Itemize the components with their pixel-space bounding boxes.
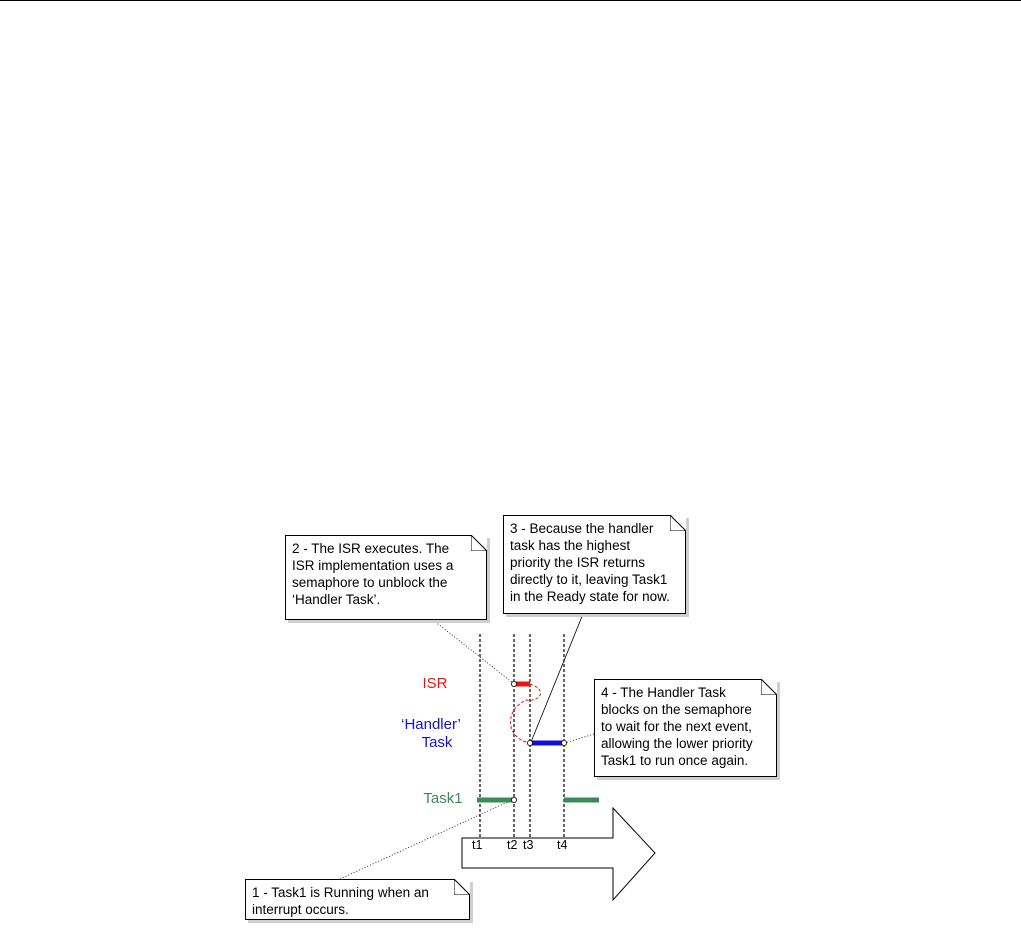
note4-line-4: allowing the lower priority [601,736,753,751]
note4-line-3: to wait for the next event, [601,719,752,734]
time-arrow [462,808,655,900]
lane-label-handler-line1: ‘Handler’ [401,716,461,733]
note3-line-3: priority the ISR returns [510,555,646,570]
transition-point-t2-isr [511,681,516,686]
note4-line-1: 4 - The Handler Task [601,685,726,700]
note-fold-icon [454,879,470,895]
note-fold-icon [670,515,686,531]
note1-line-1: 1 - Task1 is Running when an [252,885,429,900]
note2-line-2: ISR implementation uses a [292,558,454,573]
note2-line-3: semaphore to unblock the [292,575,448,590]
tick-label-t3: t3 [523,838,534,852]
note3-line-5: in the Ready state for now. [510,589,670,604]
note3-line-2: task has the highest [510,538,631,553]
note-isr-executes [285,535,487,620]
note-task1-running [245,879,470,920]
transition-point-t4-handler [561,740,566,745]
note1-line-2: interrupt occurs. [252,902,349,917]
lane-label-task1: Task1 [423,790,463,807]
note2-line-4: ‘Handler Task’. [292,592,381,607]
note2-line-1: 2 - The ISR executes. The [292,541,450,556]
note4-line-5: Task1 to run once again. [601,753,749,768]
note-fold-icon [761,679,777,695]
note-handler-highest-priority [503,515,686,614]
connector-note3 [531,614,583,742]
tick-label-t4: t4 [557,838,568,852]
note-fold-icon [471,535,487,551]
note3-line-4: directly to it, leaving Task1 [510,572,668,587]
note3-line-1: 3 - Because the handler [510,521,654,536]
connector-note4 [565,734,594,743]
context-switch-curve [510,684,540,743]
connector-note2 [433,620,513,683]
tick-label-t1: t1 [472,838,483,852]
tick-label-t2: t2 [507,838,518,852]
transition-point-t3-handler [527,740,532,745]
lane-label-isr: ISR [422,675,448,692]
lane-label-handler [388,716,474,752]
lane-label-handler-line2: Task [421,734,453,751]
transition-point-t2-task1 [511,797,516,802]
note4-line-2: blocks on the semaphore [601,702,752,717]
note-handler-blocks [594,679,777,777]
